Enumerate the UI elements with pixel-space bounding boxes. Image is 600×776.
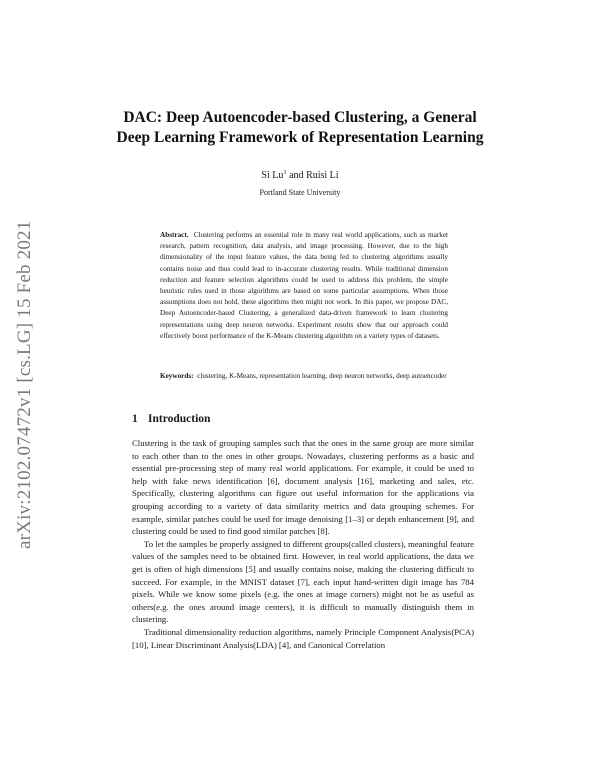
section-heading <box>132 412 210 426</box>
author-affiliation-mark: 1 <box>283 169 287 176</box>
arxiv-identifier: arXiv:2102.07472v1 [cs.LG] 15 Feb 2021 <box>14 220 35 549</box>
abstract-text: Clustering performs an essential role in many real world applications, such as market research, pattern recognition, data analysis, and image processing. However, due to the high dimensionality of the input feature values, the data being fed to clustering algorithms usually contains noise and thus could lead to in-accurate clustering results. While traditional dimension reduction and feature selection algorithms could be used to address this problem, the simple heuristic rules used in those algorithms are based on some particular assumptions. When those assumptions does not hold, these algorithms then might not work. In this paper, we propose DAC, Deep Autoencoder-based Clustering, a generalized data-driven framework to learn clustering representations using deep neuron networks. Experiment results show that our approach could effectively boost performance of the K-Means clustering algorithm on a variety types of datasets. <box>160 231 449 340</box>
abstract-label: Abstract. <box>160 231 189 239</box>
paragraph: Clustering is the task of grouping samples such that the ones in the same group are more similar to each other than to the ones in other groups. Nowadays, clustering performs as a basic and essential pre-processing step of many real world applications. For example, it could be used to help with fake news identification [6], document analysis [16], marketing and sales, etc. Specifically, clustering algorithms can figure out useful information for the applications via grouping according to a variety of data similarity metrics and data grouping schemes. For example, similar patches could be used for image denoising [1–3] or depth enhancement [9], and clustering could be used to find good similar patches [8]. <box>132 438 474 537</box>
affiliation: Portland State University <box>259 188 341 197</box>
author-joiner: and <box>286 170 307 181</box>
paragraph: To let the samples be properly assigned to different groups(called clusters), meaningful feature values of the samples need to be obtained first. However, in real world applications, the data we get is often of high dimensions [5] and usually contains noise, making the clustering difficult to succeed. For example, in the MNIST dataset [7], each input hand-written digit image has 784 pixels. While we know some pixels (e.g. the ones at image corners) might not be as useful as others(e.g. the ones around image centers), it is difficult to manually distinguish them in clustering. <box>132 538 474 625</box>
paragraph: Traditional dimensionality reduction algorithms, namely Principle Component Analysis(PCA) [10], Linear Discriminant Analysis(LDA) [4], and Canonical Correlation <box>132 626 474 650</box>
keywords-text: clustering, K-Means, representation learning, deep neuron networks, deep autoencoder <box>197 372 447 380</box>
section-title: Introduction <box>148 413 211 425</box>
author-name: Si Lu <box>261 170 284 181</box>
author-list <box>100 167 500 182</box>
body-text <box>132 437 474 651</box>
paper-title-line-1: DAC: Deep Autoencoder-based Clustering, a General <box>123 109 477 126</box>
keywords <box>160 371 448 382</box>
section-number: 1 <box>132 413 138 425</box>
paper-title <box>100 108 500 148</box>
abstract <box>160 230 448 342</box>
keywords-label: Keywords: <box>160 372 194 380</box>
author-name: Ruisi Li <box>306 170 339 181</box>
paper-title-line-2: Deep Learning Framework of Representation Learning <box>116 129 484 146</box>
